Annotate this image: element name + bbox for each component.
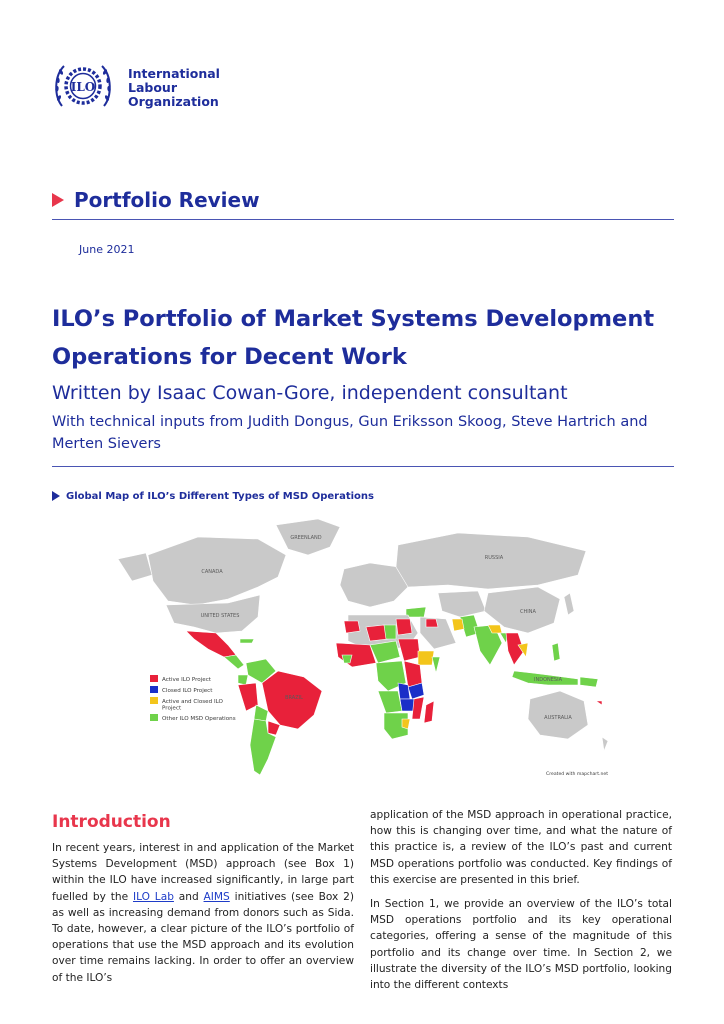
- series-label: Portfolio Review: [74, 188, 260, 212]
- ilo-name-line3: Organization: [128, 94, 219, 109]
- figure-caption: [52, 489, 374, 503]
- svg-text:ILO: ILO: [70, 80, 96, 94]
- intro-column-left: [52, 840, 354, 994]
- introduction-heading: Introduction: [52, 812, 171, 832]
- map-legend: [150, 675, 236, 722]
- map-mexico: [186, 631, 236, 657]
- map-label-australia: AUSTRALIA: [544, 715, 572, 721]
- intro-paragraph-1: [52, 840, 354, 986]
- legend-swatch-active: [150, 675, 158, 682]
- map-label-indonesia: INDONESIA: [534, 677, 562, 683]
- intro-column-right: [370, 807, 672, 1001]
- author-line: Written by Isaac Cowan-Gore, independent consultant: [52, 382, 568, 404]
- ilo-name-line1: International: [128, 66, 220, 81]
- legend-label-both: Active and Closed ILO Project: [162, 699, 223, 712]
- map-label-china: CHINA: [520, 609, 536, 615]
- legend-swatch-other: [150, 714, 158, 721]
- intro-text: initiatives (see Box 2) as well as increasing demand from donors such as Sida. To date, however, a clear picture of the ILO’s portfolio of operations that use the MSD approach and its evolution over time remains lacking. In order to offer an overview of the ILO’s: [52, 890, 354, 984]
- header-divider: [52, 219, 674, 220]
- map-label-canada: CANADA: [201, 569, 223, 575]
- title-divider: [52, 466, 674, 467]
- ilo-name: [128, 67, 220, 109]
- triangle-bullet-icon: [52, 193, 64, 207]
- legend-swatch-both: [150, 697, 158, 704]
- legend-label-active: Active ILO Project: [162, 677, 211, 683]
- ilo-lab-link[interactable]: ILO Lab: [132, 890, 174, 903]
- map-credit: Created with mapchart.net: [546, 772, 608, 777]
- map-label-brazil: BRAZIL: [285, 695, 303, 701]
- map-label-united-states: UNITED STATES: [200, 613, 240, 619]
- map-russia: [396, 533, 586, 589]
- intro-text: and: [173, 890, 204, 903]
- legend-swatch-closed: [150, 686, 158, 693]
- map-label-russia: RUSSIA: [484, 555, 504, 561]
- intro-text: In recent years, interest in and application of the Market Systems Development (MSD) approach (see Box 1) within the ILO have increased significantly, in large part fuelled by the: [52, 842, 354, 903]
- legend-label-other: Other ILO MSD Operations: [162, 716, 236, 722]
- ilo-logo: [52, 58, 232, 118]
- triangle-bullet-icon: [52, 491, 60, 501]
- world-map: [108, 515, 616, 780]
- series-heading: [52, 186, 260, 214]
- legend-label-closed: Closed ILO Project: [162, 688, 213, 694]
- publication-date: June 2021: [79, 243, 135, 256]
- ilo-name-line2: Labour: [128, 80, 177, 95]
- document-title: ILO’s Portfolio of Market Systems Development Operations for Decent Work: [52, 306, 655, 370]
- intro-paragraph-2: application of the MSD approach in operational practice, how this is changing over time, and what the nature of this practice is, a review of the ILO’s past and current MSD operations portfolio was conducted. Key findings of this exercise are presented in this brief.: [370, 809, 672, 886]
- figure-caption-text: Global Map of ILO’s Different Types of MSD Operations: [66, 490, 374, 502]
- ilo-emblem-icon: [52, 58, 114, 114]
- map-label-greenland: GREENLAND: [290, 535, 322, 541]
- technical-inputs: With technical inputs from Judith Dongus, Gun Eriksson Skoog, Steve Hartrich and Merten Sievers: [52, 414, 648, 452]
- aims-link[interactable]: AIMS: [203, 890, 230, 903]
- intro-paragraph-3: In Section 1, we provide an overview of the ILO’s total MSD operations portfolio and its key operational categories, offering a sense of the magnitude of this portfolio and its change over time. In Section 2, we illustrate the diversity of the ILO’s MSD portfolio, looking into the different contexts: [370, 898, 672, 992]
